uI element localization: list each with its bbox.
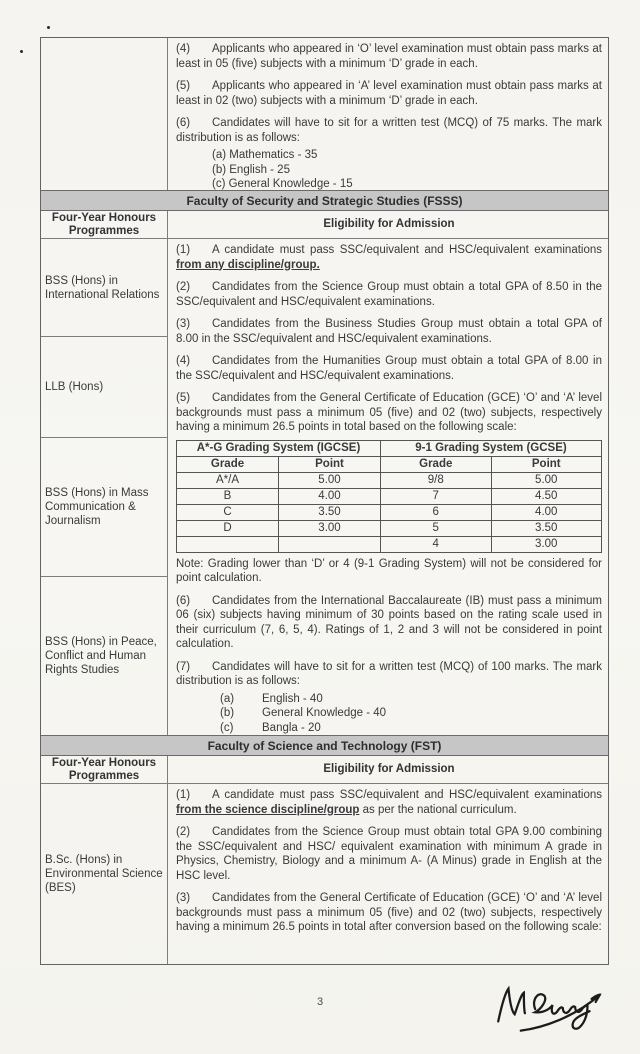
column-header: Point: [491, 456, 602, 472]
table-cell: 4: [381, 536, 492, 552]
paragraph: (3) Candidates from the General Certificate of Education (GCE) ‘O’ and ‘A’ level backgrounds must pass a minimum 05 (five) and 02 (two) subjects, respectively having a minimum 26.5 points in total after conversion based on the following scale:: [176, 892, 602, 933]
table-cell: A*/A: [177, 472, 279, 488]
paragraph: (1) A candidate must pass SSC/equivalent and HSC/equivalent examinations from the science discipline/group as per the national curriculum.: [176, 789, 602, 816]
grading-note: Note: Grading lower than ‘D’ or 4 (9-1 Grading System) will not be considered for point calculation.: [176, 557, 602, 584]
ink-speck: [20, 50, 23, 53]
table-cell: [279, 536, 381, 552]
programme-cell: BSS (Hons) in Mass Communication & Journalism: [41, 438, 167, 577]
fsss-header-row: [41, 211, 608, 239]
fst-header-row: [41, 756, 608, 784]
paragraph: (6) Candidates will have to sit for a written test (MCQ) of 75 marks. The mark distribution is as follows:: [176, 117, 602, 144]
programmes-column-header: Four-Year Honours Programmes: [41, 756, 168, 783]
paragraph: (4) Applicants who appeared in ‘O’ level examination must obtain pass marks at least in 05 (five) subjects with a minimum ‘D’ grade in each.: [176, 43, 602, 70]
table-cell: 9/8: [381, 472, 492, 488]
table-cell: 5.00: [491, 472, 602, 488]
eligibility-column-header: Eligibility for Admission: [323, 763, 455, 775]
page-number: 3: [316, 996, 324, 1008]
fsss-eligibility-cell: [168, 239, 608, 735]
paragraph: (1) A candidate must pass SSC/equivalent and HSC/equivalent examinations from any discipline/group.: [176, 244, 602, 271]
fst-eligibility-cell: [168, 784, 608, 964]
table-cell: B: [177, 488, 279, 504]
table-cell: 3.00: [491, 536, 602, 552]
admission-table: [40, 37, 609, 965]
fst-programmes-column: [41, 784, 168, 964]
mark-distribution-list: [212, 148, 602, 190]
eligibility-column-header: Eligibility for Admission: [323, 218, 455, 230]
mark-distribution-list: [220, 692, 602, 736]
table-cell: 3.00: [279, 520, 381, 536]
column-header: Grade: [381, 456, 492, 472]
table-cell: 7: [381, 488, 492, 504]
table-row: [177, 488, 602, 504]
table-cell: 4.50: [491, 488, 602, 504]
table-cell: 3.50: [279, 504, 381, 520]
table-cell: 3.50: [491, 520, 602, 536]
fst-content-row: [41, 784, 608, 964]
programme-cell: BSS (Hons) in International Relations: [41, 239, 167, 337]
paragraph: (6) Candidates from the International Baccalaureate (IB) must pass a minimum 06 (six) subjects having minimum of 30 points based on the rating scale used in their curriculum (7, 6, 5, 4). Ratings of 1, 2 and 3 will not be considered in point calculation.: [176, 594, 602, 650]
table-cell: [177, 536, 279, 552]
paragraph: (5) Candidates from the General Certificate of Education (GCE) ‘O’ and ‘A’ level backgrounds must pass a minimum 05 (five) and 02 (two) subjects, respectively having a minimum 26.5 points in total based on the following scale:: [176, 392, 602, 433]
paragraph: (2) Candidates from the Science Group must obtain total GPA 9.00 combining the SSC/equivalent and HSC/ equivalent examination with minimum A grade in Physics, Chemistry, Biology and a minimum A- (A Minus) grade in English at the HSC level.: [176, 826, 602, 882]
fsss-programmes-column: [41, 239, 168, 735]
paragraph: (5) Applicants who appeared in ‘A’ level examination must obtain pass marks at least in 02 (two) subjects with a minimum ‘D’ grade in each.: [176, 80, 602, 107]
table-cell: C: [177, 504, 279, 520]
list-item: (c) General Knowledge - 15: [212, 178, 353, 190]
table-cell: D: [177, 520, 279, 536]
gcse-group-header: 9-1 Grading System (GCSE): [381, 440, 602, 456]
table-cell: 6: [381, 504, 492, 520]
grading-conversion-table: [176, 440, 602, 553]
table-row: [177, 536, 602, 552]
list-item: (b) English - 25: [212, 163, 290, 176]
paragraph: (2) Candidates from the Science Group must obtain a total GPA of 8.50 in the SSC/equivalent and HSC/equivalent examinations.: [176, 281, 602, 308]
column-header: Point: [279, 456, 381, 472]
list-item: (a) Mathematics - 35: [212, 149, 318, 161]
continuation-row: [41, 38, 608, 190]
table-cell: 5.00: [279, 472, 381, 488]
list-item: (a) English - 40: [220, 692, 323, 705]
table-row: [177, 520, 602, 536]
fst-section-title: Faculty of Science and Technology (FST): [41, 735, 608, 756]
paragraph: (3) Candidates from the Business Studies Group must obtain a total GPA of 8.00 in the SSC/equivalent and HSC/equivalent examinations.: [176, 318, 602, 345]
list-item: (b) General Knowledge - 40: [220, 707, 387, 719]
table-cell: 4.00: [279, 488, 381, 504]
programme-cell: BSS (Hons) in Peace, Conflict and Human Rights Studies: [45, 636, 157, 676]
paragraph: (4) Candidates from the Humanities Group must obtain a total GPA of 8.00 in the SSC/equivalent and HSC/equivalent examinations.: [176, 355, 602, 382]
table-cell: 4.00: [491, 504, 602, 520]
table-row: [177, 504, 602, 520]
igcse-group-header: A*-G Grading System (IGCSE): [177, 440, 381, 456]
fsss-section-title: Faculty of Security and Strategic Studies (FSSS): [41, 190, 608, 211]
programmes-column-header: Four-Year Honours Programmes: [41, 211, 168, 238]
programme-cell: B.Sc. (Hons) in Environmental Science (BES): [45, 854, 163, 894]
signature-scribble: [490, 972, 608, 1036]
paragraph: (7) Candidates will have to sit for a written test (MCQ) of 100 marks. The mark distribution is as follows:: [176, 660, 602, 687]
table-row: [177, 472, 602, 488]
grading-column-header-row: [177, 456, 602, 472]
programme-cell: LLB (Hons): [41, 337, 167, 438]
empty-programme-cell: [41, 38, 168, 190]
ink-speck: [47, 26, 50, 29]
fsss-content-row: [41, 239, 608, 735]
continuation-eligibility-cell: [168, 38, 608, 190]
list-item: (c) Bangla - 20: [220, 721, 321, 734]
column-header: Grade: [177, 456, 279, 472]
table-cell: 5: [381, 520, 492, 536]
grading-group-header-row: [177, 440, 602, 456]
